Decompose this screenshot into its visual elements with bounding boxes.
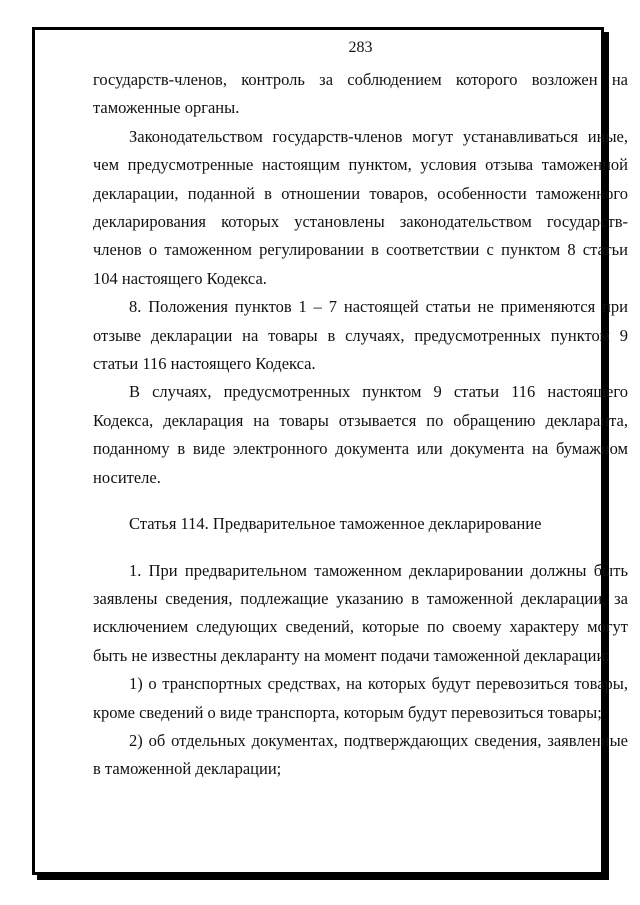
paragraph: В случаях, предусмотренных пунктом 9 статьи 116 настоящего Кодекса, декларация на товары отзывается по обращению декларанта, поданному в виде электронного документа или документа на бумажном носителе.	[93, 382, 628, 487]
page-frame	[32, 27, 628, 875]
paragraph: 1. При предварительном таможенном декларировании должны быть заявлены сведения, подлежащие указанию в таможенной декларации, за исключением следующих сведений, которые по своему характеру могут быть не известны декларанту на момент подачи таможенной декларации:	[93, 560, 628, 665]
article-title: Статья 114. Предварительное таможенное декларирование	[129, 514, 542, 534]
paragraphs-before	[93, 66, 628, 492]
paragraph: Законодательством государств-членов могут устанавливаться иные, чем предусмотренные настоящим пунктом, условия отзыва таможенной декларации, поданной в отношении товаров, особенности таможенного декларирования которых установлены законодательством государств-членов о таможенном регулировании в соответствии с пунктом 8 статьи 104 настоящего Кодекса.	[93, 126, 628, 288]
paragraph: 8. Положения пунктов 1 – 7 настоящей статьи не применяются при отзыве декларации на товары в случаях, предусмотренных пунктом 9 статьи 116 настоящего Кодекса.	[93, 297, 628, 374]
page-content	[93, 38, 628, 784]
page-number: 283	[348, 39, 373, 56]
paragraphs-after	[93, 557, 628, 784]
paragraph: 2) об отдельных документах, подтверждающих сведения, заявленные в таможенной декларации;	[93, 730, 628, 779]
spacer	[93, 492, 628, 510]
paragraph: 1) о транспортных средствах, на которых будут перевозиться товары, кроме сведений о виде транспорта, которым будут перевозиться товары;	[93, 674, 628, 722]
spacer	[93, 539, 628, 557]
paragraph: государств-членов, контроль за соблюдением которого возложен на таможенные органы.	[93, 70, 628, 118]
